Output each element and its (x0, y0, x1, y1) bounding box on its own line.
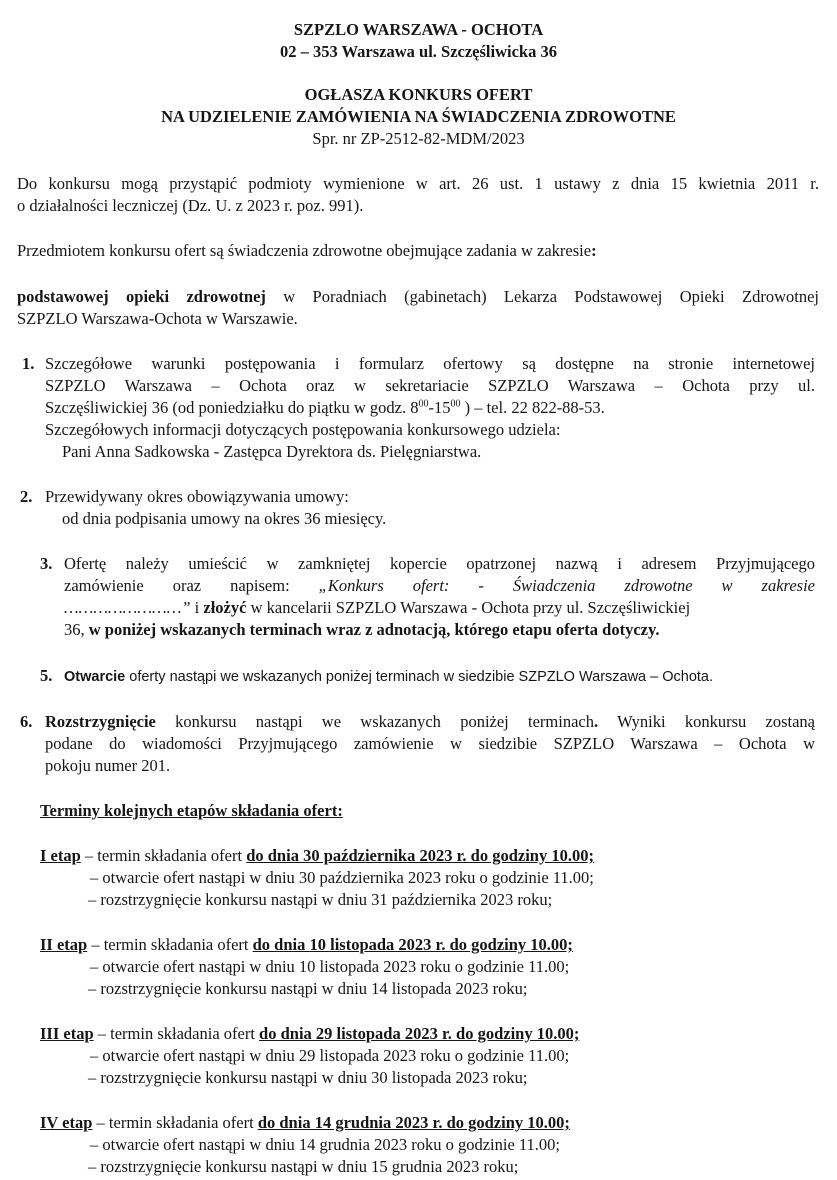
stage-3-resolution: – rozstrzygnięcie konkursu nastąpi w dniu 30 listopada 2023 roku; (88, 1068, 528, 1087)
item-6-line-2: podane do wiadomości Przyjmującego zamówienie w siedzibie SZPZLO Warszawa – Ochota w (45, 734, 815, 753)
org-address: 02 – 353 Warszawa ul. Szczęśliwicka 36 (280, 42, 557, 61)
stage-1-opening: – otwarcie ofert nastąpi w dniu 30 października 2023 roku o godzinie 11.00; (90, 868, 594, 887)
item-1-line-4: Szczegółowych informacji dotyczących postępowania konkursowego udziela: (45, 420, 561, 439)
item-5-text: Otwarcie oferty nastąpi we wskazanych poniżej terminach w siedzibie SZPZLO Warszawa – Ochota. (64, 669, 714, 685)
item-2-line-1: Przewidywany okres obowiązywania umowy: (45, 487, 349, 506)
item-3-line-3: ……………………” i złożyć w kancelarii SZPZLO Warszawa - Ochota przy ul. Szczęśliwickiej (64, 598, 691, 617)
stages-heading: Terminy kolejnych etapów składania ofert: (40, 801, 343, 820)
stage-3-deadline-line: III etap – termin składania ofert do dnia 29 listopada 2023 r. do godziny 10.00; (40, 1024, 580, 1043)
announcement-title-2: NA UDZIELENIE ZAMÓWIENIA NA ŚWIADCZENIA ZDROWOTNE (161, 107, 676, 126)
item-6-number: 6. (20, 712, 33, 731)
item-5-number: 5. (40, 666, 53, 685)
stage-3-opening: – otwarcie ofert nastąpi w dniu 29 listopada 2023 roku o godzinie 11.00; (90, 1046, 570, 1065)
item-3-line-4: 36, w poniżej wskazanych terminach wraz z adnotacją, którego etapu oferta dotyczy. (64, 620, 660, 639)
subject-paragraph: Przedmiotem konkursu ofert są świadczenia zdrowotne obejmujące zadania w zakresie: (17, 241, 597, 260)
intro-paragraph-line-2: o działalności leczniczej (Dz. U. z 2023 r. poz. 991). (17, 196, 364, 215)
item-3-line-2: zamówienie oraz napisem: „Konkurs ofert: - Świadczenia zdrowotne w zakresie (64, 576, 815, 595)
item-6-line-1: Rozstrzygnięcie konkursu nastąpi we wskazanych poniżej terminach. Wyniki konkursu zostaną (45, 712, 815, 731)
item-3-line-1: Ofertę należy umieścić w zamkniętej kopercie opatrzonej nazwą i adresem Przyjmującego (64, 554, 815, 573)
stage-2-deadline-line: II etap – termin składania ofert do dnia 10 listopada 2023 r. do godziny 10.00; (40, 935, 573, 954)
stage-4-resolution: – rozstrzygnięcie konkursu nastąpi w dniu 15 grudnia 2023 roku; (88, 1157, 519, 1176)
intro-paragraph-line-1: Do konkursu mogą przystąpić podmioty wymienione w art. 26 ust. 1 ustawy z dnia 15 kwietnia 2011 r. (17, 174, 819, 193)
stage-1-resolution: – rozstrzygnięcie konkursu nastąpi w dniu 31 października 2023 roku; (88, 890, 553, 909)
item-2-line-2: od dnia podpisania umowy na okres 36 miesięcy. (62, 509, 387, 528)
item-1-contact-person: Pani Anna Sadkowska - Zastępca Dyrektora ds. Pielęgniarstwa. (62, 442, 482, 461)
stage-2-opening: – otwarcie ofert nastąpi w dniu 10 listopada 2023 roku o godzinie 11.00; (90, 957, 570, 976)
scope-paragraph-line-2: SZPZLO Warszawa-Ochota w Warszawie. (17, 309, 298, 328)
item-6-line-3: pokoju numer 201. (45, 756, 171, 775)
item-1-line-1: Szczegółowe warunki postępowania i formularz ofertowy są dostępne na stronie internetowej (45, 354, 815, 373)
item-2-number: 2. (20, 487, 33, 506)
org-name: SZPZLO WARSZAWA - OCHOTA (293, 20, 544, 39)
stage-4-deadline-line: IV etap – termin składania ofert do dnia 14 grudnia 2023 r. do godziny 10.00; (40, 1113, 570, 1132)
item-1-line-3: Szczęśliwickiej 36 (od poniedziałku do piątku w godz. $8^{00}-15^{00}$ ) – tel. 22 822-88-53. (45, 398, 605, 417)
scope-paragraph-line-1: podstawowej opieki zdrowotnej w Poradniach (gabinetach) Lekarza Podstawowej Opieki Zdrowotnej (17, 287, 819, 306)
announcement-title-1: OGŁASZA KONKURS OFERT (304, 85, 533, 104)
item-3-number: 3. (40, 554, 53, 573)
stage-4-opening: – otwarcie ofert nastąpi w dniu 14 grudnia 2023 roku o godzinie 11.00; (90, 1135, 560, 1154)
item-1-number: 1. (22, 354, 35, 373)
item-1-line-2: SZPZLO Warszawa – Ochota oraz w sekretariacie SZPZLO Warszawa – Ochota przy ul. (45, 376, 815, 395)
case-reference: Spr. nr ZP-2512-82-MDM/2023 (312, 129, 525, 148)
stage-2-resolution: – rozstrzygnięcie konkursu nastąpi w dniu 14 listopada 2023 roku; (88, 979, 528, 998)
stage-1-deadline-line: I etap – termin składania ofert do dnia 30 października 2023 r. do godziny 10.00; (40, 846, 594, 865)
